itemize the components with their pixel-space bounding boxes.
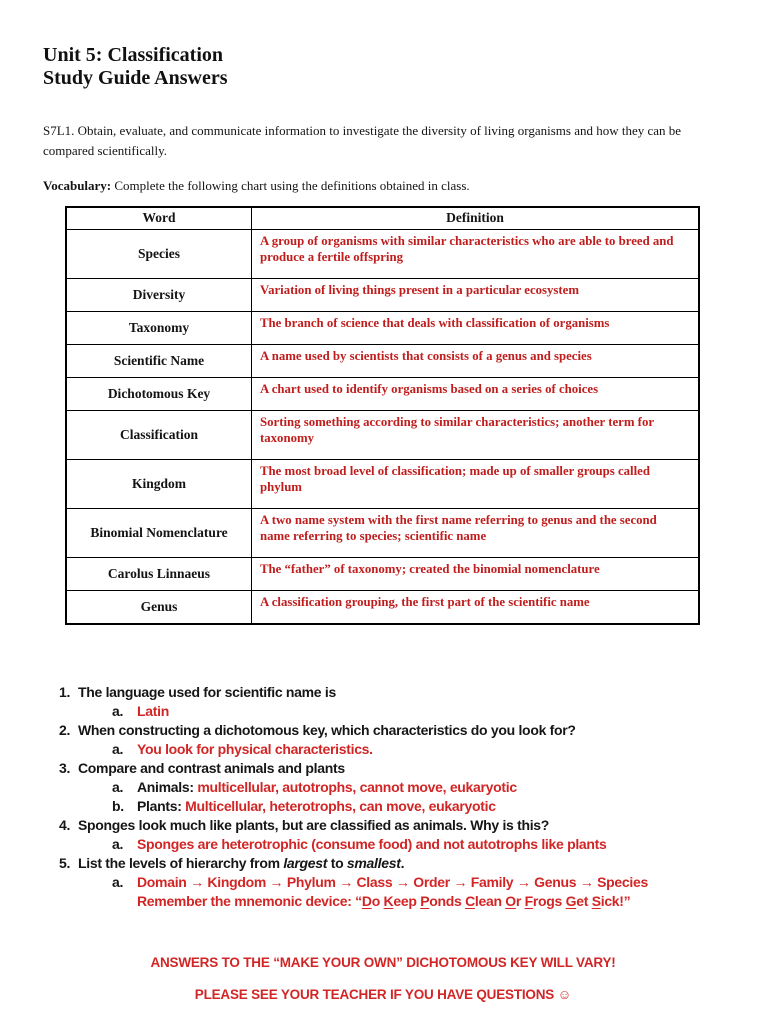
answer-line (43, 702, 723, 721)
vocab-table-row (66, 230, 699, 279)
footer-note-2: PLEASE SEE YOUR TEACHER IF YOU HAVE QUESTIONS ☺ (194, 987, 572, 1003)
answer-line (43, 797, 723, 816)
answer-prefix: Animals: (137, 779, 198, 796)
vocab-definition: The branch of science that deals with classification of organisms (252, 312, 700, 345)
word-column-header: Word (66, 207, 252, 230)
mnemonic-text: Remember the mnemonic device: “Do Keep Ponds Clean Or Frogs Get Sick!” (137, 893, 631, 910)
vocab-word: Genus (66, 591, 252, 625)
vocab-definition: Variation of living things present in a particular ecosystem (252, 279, 700, 312)
answer-label: a. (112, 779, 124, 796)
definition-column-header: Definition (252, 207, 700, 230)
title-line-1: Unit 5: Classification (43, 44, 223, 66)
answer-label: a. (112, 836, 124, 853)
vocab-table-row (66, 279, 699, 312)
vocab-word: Classification (66, 411, 252, 460)
answer-text: Multicellular, heterotrophs, can move, eukaryotic (185, 798, 496, 815)
vocabulary-instruction (43, 178, 723, 194)
question-number: 1. (59, 684, 71, 701)
vocab-word: Species (66, 230, 252, 279)
vocab-word: Kingdom (66, 460, 252, 509)
vocab-word: Carolus Linnaeus (66, 558, 252, 591)
question-line (43, 759, 723, 778)
answer-line (43, 740, 723, 759)
question-number: 3. (59, 760, 71, 777)
vocab-definition: Sorting something according to similar characteristics; another term for taxonomy (252, 411, 700, 460)
answer-extra-line (137, 892, 723, 911)
vocab-definition: The “father” of taxonomy; created the binomial nomenclature (252, 558, 700, 591)
standard-text: S7L1. Obtain, evaluate, and communicate information to investigate the diversity of living organisms and how they can be compared scientifically. (43, 123, 682, 159)
vocab-table-row (66, 509, 699, 558)
vocab-definition: A group of organisms with similar characteristics who are able to breed and produce a fertile offspring (252, 230, 700, 279)
vocab-word: Taxonomy (66, 312, 252, 345)
question-text: List the levels of hierarchy from largest to smallest. (78, 855, 405, 872)
vocab-word: Scientific Name (66, 345, 252, 378)
answer-text: You look for physical characteristics. (137, 741, 373, 758)
page-title (43, 44, 723, 90)
question-number: 4. (59, 817, 71, 834)
answer-label: a. (112, 703, 124, 720)
vocab-definition: A classification grouping, the first part of the scientific name (252, 591, 700, 625)
answer-text: Domain → Kingdom → Phylum → Class → Order → Family → Genus → Species (137, 874, 648, 891)
question-line (43, 683, 723, 702)
answer-line (43, 873, 723, 892)
question-text: When constructing a dichotomous key, which characteristics do you look for? (78, 722, 576, 739)
vocab-definition: A name used by scientists that consists of a genus and species (252, 345, 700, 378)
vocabulary-table (65, 206, 700, 625)
vocab-word: Dichotomous Key (66, 378, 252, 411)
question-line (43, 816, 723, 835)
footer-note-1: ANSWERS TO THE “MAKE YOUR OWN” DICHOTOMOUS KEY WILL VARY! (150, 955, 616, 971)
vocab-table-row (66, 591, 699, 625)
vocab-word: Diversity (66, 279, 252, 312)
vocab-table-row (66, 460, 699, 509)
table-header-row (66, 207, 699, 230)
title-line-2: Study Guide Answers (43, 67, 228, 89)
question-text: Compare and contrast animals and plants (78, 760, 345, 777)
vocab-table-row (66, 558, 699, 591)
answer-label: b. (112, 798, 124, 815)
vocabulary-label: Vocabulary: (43, 178, 112, 194)
answer-line (43, 835, 723, 854)
vocab-table-row (66, 345, 699, 378)
question-line (43, 854, 723, 873)
vocab-table-row (66, 378, 699, 411)
questions-list (43, 683, 723, 911)
answer-label: a. (112, 741, 124, 758)
answer-line (43, 778, 723, 797)
vocab-table-row (66, 312, 699, 345)
answer-text: Sponges are heterotrophic (consume food) and not autotrophs like plants (137, 836, 607, 853)
vocab-definition: A two name system with the first name referring to genus and the second name referring to species; scientific name (252, 509, 700, 558)
vocab-table-row (66, 411, 699, 460)
answer-prefix: Plants: (137, 798, 186, 815)
vocab-word: Binomial Nomenclature (66, 509, 252, 558)
vocab-definition: The most broad level of classification; made up of smaller groups called phylum (252, 460, 700, 509)
vocabulary-text: Complete the following chart using the definitions obtained in class. (111, 178, 470, 194)
question-number: 2. (59, 722, 71, 739)
question-line (43, 721, 723, 740)
answer-text: multicellular, autotrophs, cannot move, eukaryotic (197, 779, 517, 796)
answer-label: a. (112, 874, 124, 891)
question-text: Sponges look much like plants, but are classified as animals. Why is this? (78, 817, 550, 834)
vocab-definition: A chart used to identify organisms based on a series of choices (252, 378, 700, 411)
question-number: 5. (59, 855, 71, 872)
answer-text: Latin (137, 703, 169, 720)
question-text: The language used for scientific name is (78, 684, 336, 701)
